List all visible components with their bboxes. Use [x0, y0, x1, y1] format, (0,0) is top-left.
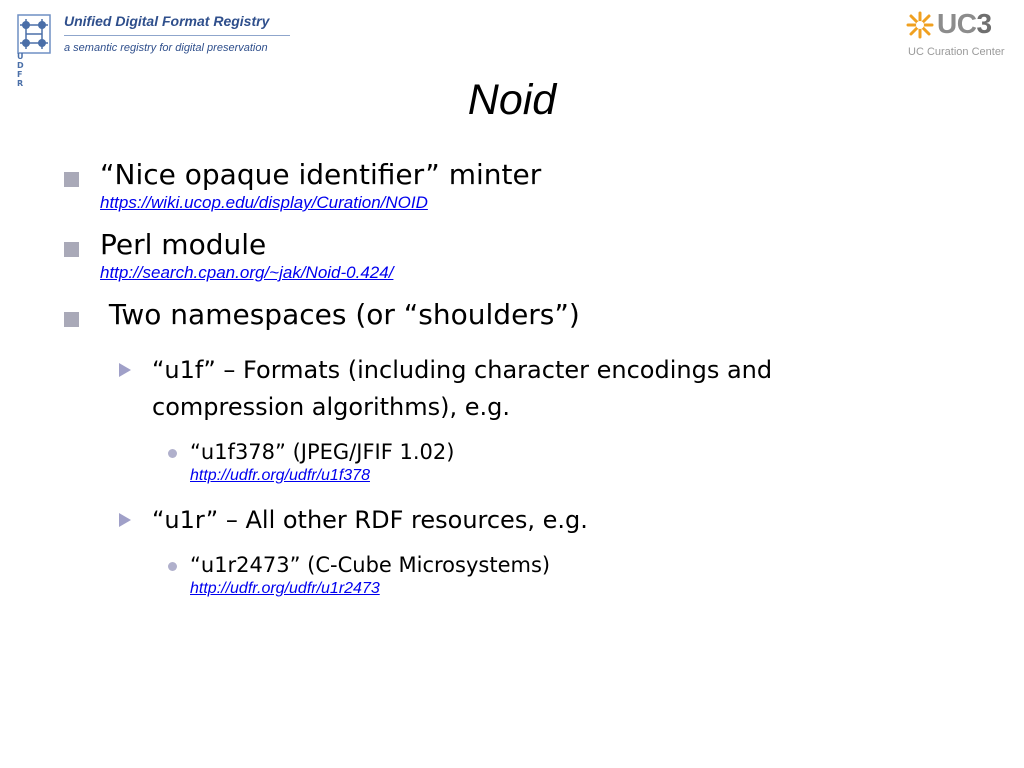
dot-bullet-icon	[168, 449, 177, 458]
triangle-bullet-icon	[119, 363, 131, 377]
square-bullet-icon	[64, 172, 79, 187]
registry-title: Unified Digital Format Registry	[64, 13, 270, 29]
uc3-wordmark	[937, 8, 992, 40]
bullet-text: Two namespaces (or “shoulders”)	[100, 298, 580, 331]
registry-subtitle: a semantic registry for digital preservation	[64, 42, 268, 54]
sub-bullet-text: “u1r” – All other RDF resources, e.g.	[152, 506, 588, 534]
bullet-item	[62, 298, 962, 332]
uc3-caption: UC Curation Center	[908, 46, 1005, 58]
bullet-item	[62, 158, 962, 214]
sub-sub-bullet-text: “u1f378” (JPEG/JFIF 1.02)	[190, 440, 455, 464]
square-bullet-icon	[64, 312, 79, 327]
cpan-link[interactable]: http://search.cpan.org/~jak/Noid-0.424/	[100, 263, 394, 282]
noid-wiki-link[interactable]: https://wiki.ucop.edu/display/Curation/NOID	[100, 193, 428, 212]
slide-content	[62, 158, 962, 615]
uc3-logo	[906, 10, 1016, 62]
sub-bullet-item	[62, 502, 962, 539]
triangle-bullet-icon	[119, 513, 131, 527]
slide-title: Noid	[467, 76, 557, 124]
registry-divider	[64, 35, 290, 36]
bullet-item	[62, 228, 962, 284]
square-bullet-icon	[64, 242, 79, 257]
sub-bullet-item	[62, 352, 962, 426]
u1f378-link[interactable]: http://udfr.org/udfr/u1f378	[190, 467, 370, 484]
bullet-text: “Nice opaque identifier” minter	[100, 158, 542, 191]
udfr-logo-text: U D F R	[17, 52, 27, 88]
sub-bullet-text: “u1f” – Formats (including character encodings and compression algorithms), e.g.	[152, 356, 773, 421]
uc3-asterisk-icon	[906, 11, 934, 39]
uc3-number: 3	[976, 8, 992, 39]
bullet-text: Perl module	[100, 228, 267, 261]
uc3-letters: UC	[937, 8, 977, 39]
dot-bullet-icon	[168, 562, 177, 571]
sub-sub-bullet-text: “u1r2473” (C-Cube Microsystems)	[190, 553, 551, 577]
sub-sub-bullet-item	[62, 551, 962, 599]
sub-sub-bullet-item	[62, 438, 962, 486]
u1r2473-link[interactable]: http://udfr.org/udfr/u1r2473	[190, 580, 380, 597]
